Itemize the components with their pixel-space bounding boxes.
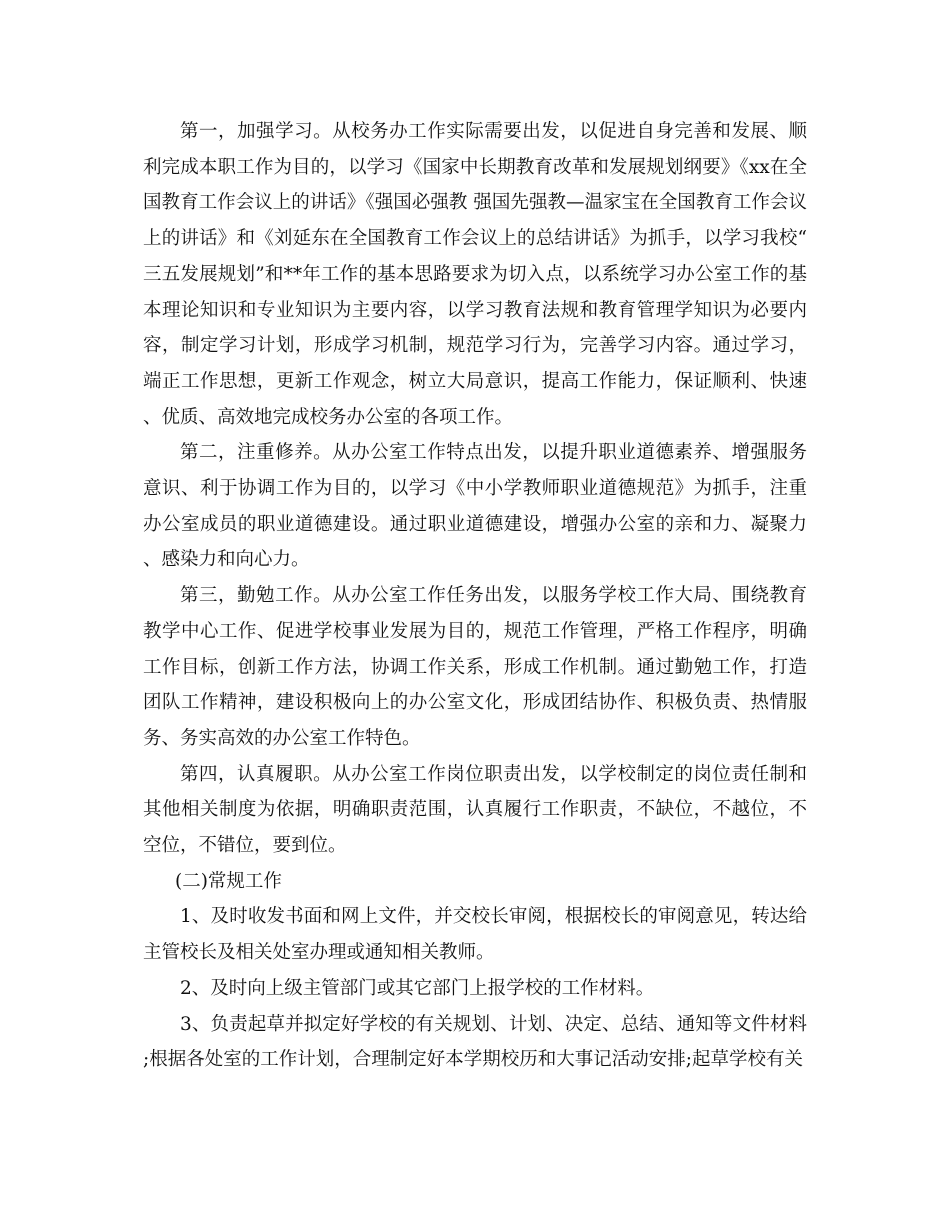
list-item-1: 1、及时收发书面和网上文件，并交校长审阅，根据校长的审阅意见，转达给主管校长及相关处室办理或通知相关教师。 — [143, 906, 807, 964]
list-item-3: 3、负责起草并拟定好学校的有关规划、计划、决定、总结、通知等文件材料;根据各处室的工作计划，合理制定好本学期校历和大事记活动安排;起草学校有关 — [143, 1013, 807, 1071]
paragraph-cultivation: 第二，注重修养。从办公室工作特点出发，以提升职业道德素养、增强服务意识、利于协调工作为目的，以学习《中小学教师职业道德规范》为抓手，注重办公室成员的职业道德建设。通过职业道德建设，增强办公室的亲和力、凝聚力、感染力和向心力。 — [143, 442, 807, 571]
section-heading: (二)常规工作 — [175, 870, 282, 892]
paragraph-duty: 第四，认真履职。从办公室工作岗位职责出发，以学校制定的岗位责任制和其他相关制度为依据，明确职责范围，认真履行工作职责，不缺位，不越位，不空位，不错位，要到位。 — [143, 763, 807, 857]
document-body — [143, 114, 807, 1078]
list-item-2: 2、及时向上级主管部门或其它部门上报学校的工作材料。 — [180, 977, 655, 999]
paragraph-study: 第一，加强学习。从校务办工作实际需要出发，以促进自身完善和发展、顺利完成本职工作为目的，以学习《国家中长期教育改革和发展规划纲要》《xx在全国教育工作会议上的讲话》《强国必强教 强国先强教—温家宝在全国教育工作会议上的讲话》和《刘延东在全国教育工作会议上的总结讲话》为抓手，以学习我校“三五发展规划”和**年工作的基本思路要求为切入点，以系统学习办公室工作的基本理论知识和专业知识为主要内容，以学习教育法规和教育管理学知识为必要内容，制定学习计划，形成学习机制，规范学习行为，完善学习内容。通过学习，端正工作思想，更新工作观念，树立大局意识，提高工作能力，保证顺利、快速、优质、高效地完成校务办公室的各项工作。 — [143, 121, 807, 428]
paragraph-diligence: 第三，勤勉工作。从办公室工作任务出发，以服务学校工作大局、围绕教育教学中心工作、促进学校事业发展为目的，规范工作管理，严格工作程序，明确工作目标，创新工作方法，协调工作关系，形成工作机制。通过勤勉工作，打造团队工作精神，建设积极向上的办公室文化，形成团结协作、积极负责、热情服务、务实高效的办公室工作特色。 — [143, 585, 807, 749]
